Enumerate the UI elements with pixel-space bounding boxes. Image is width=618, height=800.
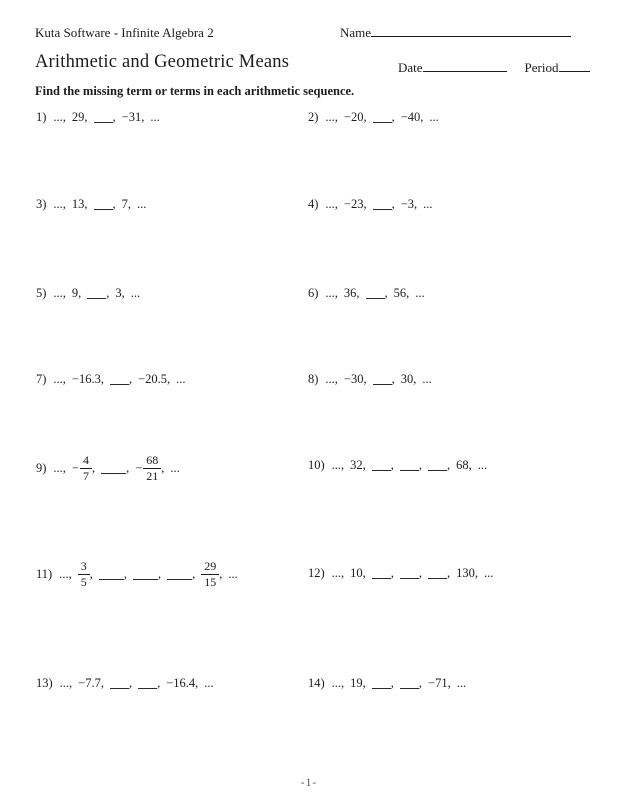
sequence-term: ... — [137, 197, 147, 211]
problem-4 — [308, 197, 439, 212]
sequence-term: ... — [170, 460, 180, 475]
answer-blank-token: , — [372, 566, 394, 580]
name-label: Name — [340, 25, 372, 40]
sequence-term: 19, — [350, 676, 366, 690]
answer-blank — [138, 686, 157, 689]
sequence-term: ... — [456, 676, 467, 690]
problem-label: 13) — [36, 676, 53, 690]
sequence-term: −23, — [343, 197, 367, 211]
answer-blank-token: , — [110, 372, 132, 386]
sequence-term: ..., — [331, 676, 345, 690]
problem-6 — [308, 286, 431, 301]
problem-label: 9) — [36, 460, 47, 475]
answer-blank — [373, 382, 392, 385]
brand-text: Kuta Software - Infinite Algebra 2 — [35, 25, 214, 40]
sequence-term: 7, — [121, 197, 132, 211]
fraction-sign: − — [135, 460, 143, 475]
fraction-numerator: 3 — [80, 559, 87, 573]
sequence-term: ... — [204, 676, 214, 690]
problem-label: 11) — [36, 566, 53, 581]
answer-blank — [101, 471, 126, 474]
fraction-term: − $\frac{4}{7}$ , — [71, 453, 96, 484]
sequence-term: ..., — [331, 566, 345, 580]
sequence-term: 32, — [350, 458, 366, 472]
sequence-term: ..., — [53, 110, 66, 124]
problem-label: 3) — [36, 197, 47, 211]
answer-blank — [372, 468, 391, 471]
problem-label: 2) — [308, 110, 319, 124]
answer-blank — [400, 686, 419, 689]
answer-blank-token: , — [372, 458, 394, 472]
problem-label: 8) — [308, 372, 319, 386]
sequence-term: ..., — [53, 197, 66, 211]
fraction-numerator: 29 — [204, 559, 217, 573]
problem-label: 10) — [308, 458, 325, 472]
sequence-term: ..., — [59, 676, 73, 690]
page-number: -1- — [300, 777, 318, 789]
name-blank-line — [371, 25, 571, 37]
answer-blank-token: , — [373, 197, 395, 211]
fraction-stack — [80, 454, 92, 483]
sequence-term: ... — [130, 286, 141, 300]
period-label: Period — [524, 60, 559, 75]
answer-blank-token: , — [366, 286, 388, 300]
fraction — [135, 454, 161, 483]
sequence-term: 29, — [71, 110, 88, 124]
answer-blank — [373, 207, 392, 210]
sequence-term: ... — [176, 372, 186, 386]
fraction-stack — [143, 454, 161, 483]
sequence-term: 68, — [456, 458, 472, 472]
sequence-term: 3, — [115, 286, 125, 300]
sequence-term: ..., — [331, 458, 345, 472]
answer-blank-token: , — [138, 676, 160, 690]
answer-blank — [372, 686, 391, 689]
sequence-term: 13, — [71, 197, 88, 211]
problem-label: 4) — [308, 197, 319, 211]
sequence-term: 30, — [400, 372, 417, 386]
answer-blank-token: , — [94, 110, 116, 124]
answer-blank-token: , — [373, 372, 395, 386]
answer-blank — [428, 468, 447, 471]
fraction-denominator: 21 — [143, 468, 161, 483]
fraction-denominator: 7 — [80, 468, 92, 483]
instruction-text: Find the missing term or terms in each arithmetic sequence. — [35, 84, 355, 98]
sequence-term: ..., — [325, 372, 338, 386]
sequence-term: ..., — [53, 460, 66, 475]
sequence-term: 10, — [350, 566, 366, 580]
answer-blank-token: , — [87, 286, 109, 300]
fraction-stack — [201, 560, 219, 589]
sequence-term: −20.5, — [138, 372, 171, 386]
sequence-term: −71, — [428, 676, 451, 690]
sequence-term: −7.7, — [78, 676, 104, 690]
sequence-term: ... — [484, 566, 494, 580]
sequence-term: ... — [422, 372, 432, 386]
fraction-term: $\frac{29}{15}$ , — [201, 567, 222, 581]
sequence-term: ..., — [325, 286, 338, 300]
sequence-term: ... — [423, 197, 433, 211]
problem-label: 14) — [308, 676, 325, 690]
answer-blank-token: , — [167, 567, 195, 581]
sequence-term: −31, — [121, 110, 145, 124]
problem-1 — [36, 110, 166, 125]
fraction-denominator: 5 — [78, 574, 90, 589]
answer-blank — [99, 577, 124, 580]
period-blank-line — [559, 60, 590, 72]
answer-blank-token: , — [133, 567, 161, 581]
answer-blank-token: , — [400, 458, 422, 472]
fraction-denominator: 15 — [201, 574, 219, 589]
answer-blank — [428, 576, 447, 579]
answer-blank-token: , — [373, 110, 395, 124]
sequence-term: −30, — [343, 372, 367, 386]
date-period-field — [398, 60, 590, 76]
problem-7 — [36, 372, 192, 387]
sequence-term: 130, — [456, 566, 479, 580]
answer-blank-token: , — [428, 458, 450, 472]
answer-blank — [373, 120, 392, 123]
answer-blank-token: , — [400, 566, 422, 580]
answer-blank — [372, 576, 391, 579]
fraction — [72, 454, 92, 483]
fraction-stack — [78, 560, 90, 589]
answer-blank-token: , — [428, 566, 450, 580]
problem-10 — [308, 458, 493, 473]
answer-blank — [110, 382, 129, 385]
sequence-term: ..., — [325, 197, 338, 211]
fraction — [78, 560, 90, 589]
sequence-term: 56, — [393, 286, 410, 300]
sequence-term: −3, — [400, 197, 418, 211]
answer-blank-token: , — [99, 567, 127, 581]
answer-blank-token: , — [101, 461, 129, 475]
worksheet-title: Arithmetic and Geometric Means — [35, 52, 290, 72]
sequence-term: 9, — [71, 286, 82, 300]
name-field — [340, 25, 571, 41]
problem-11 — [36, 560, 244, 589]
problem-8 — [308, 372, 438, 387]
problem-9 — [36, 454, 186, 483]
sequence-term: ... — [150, 110, 160, 124]
problem-label: 12) — [308, 566, 325, 580]
fraction-term: $\frac{3}{5}$ , — [78, 567, 93, 581]
sequence-term: ... — [477, 458, 488, 472]
sequence-term: ... — [429, 110, 439, 124]
sequence-term: 36, — [343, 286, 360, 300]
fraction-sign: − — [71, 460, 79, 475]
date-label: Date — [398, 60, 423, 75]
answer-blank — [400, 468, 419, 471]
answer-blank — [110, 686, 129, 689]
answer-blank — [400, 576, 419, 579]
sequence-term: ..., — [53, 286, 66, 300]
answer-blank — [94, 120, 113, 123]
answer-blank — [366, 296, 385, 299]
fraction-numerator: 4 — [82, 453, 89, 467]
sequence-term: ..., — [53, 372, 66, 386]
problem-5 — [36, 286, 146, 301]
fraction — [201, 560, 219, 589]
answer-blank-token: , — [110, 676, 132, 690]
problem-label: 7) — [36, 372, 47, 386]
answer-blank — [167, 577, 192, 580]
answer-blank — [133, 577, 158, 580]
problem-label: 5) — [36, 286, 47, 300]
sequence-term: −20, — [343, 110, 367, 124]
sequence-term: ..., — [59, 566, 72, 581]
problem-3 — [36, 197, 152, 212]
date-blank-line — [423, 60, 507, 72]
problem-13 — [36, 676, 220, 691]
problem-label: 1) — [36, 110, 47, 124]
sequence-term: −16.4, — [166, 676, 199, 690]
problem-14 — [308, 676, 472, 691]
fraction-numerator: 68 — [146, 453, 159, 467]
sequence-term: −16.3, — [71, 372, 104, 386]
problem-12 — [308, 566, 499, 581]
answer-blank-token: , — [400, 676, 422, 690]
fraction-term: − $\frac{68}{21}$ , — [135, 453, 165, 484]
answer-blank — [87, 296, 106, 299]
answer-blank-token: , — [372, 676, 394, 690]
sequence-term: ..., — [325, 110, 338, 124]
sequence-term: −40, — [400, 110, 424, 124]
answer-blank — [94, 207, 113, 210]
problem-2 — [308, 110, 445, 125]
answer-blank-token: , — [94, 197, 116, 211]
problem-label: 6) — [308, 286, 319, 300]
sequence-term: ... — [228, 566, 238, 581]
sequence-term: ... — [415, 286, 425, 300]
